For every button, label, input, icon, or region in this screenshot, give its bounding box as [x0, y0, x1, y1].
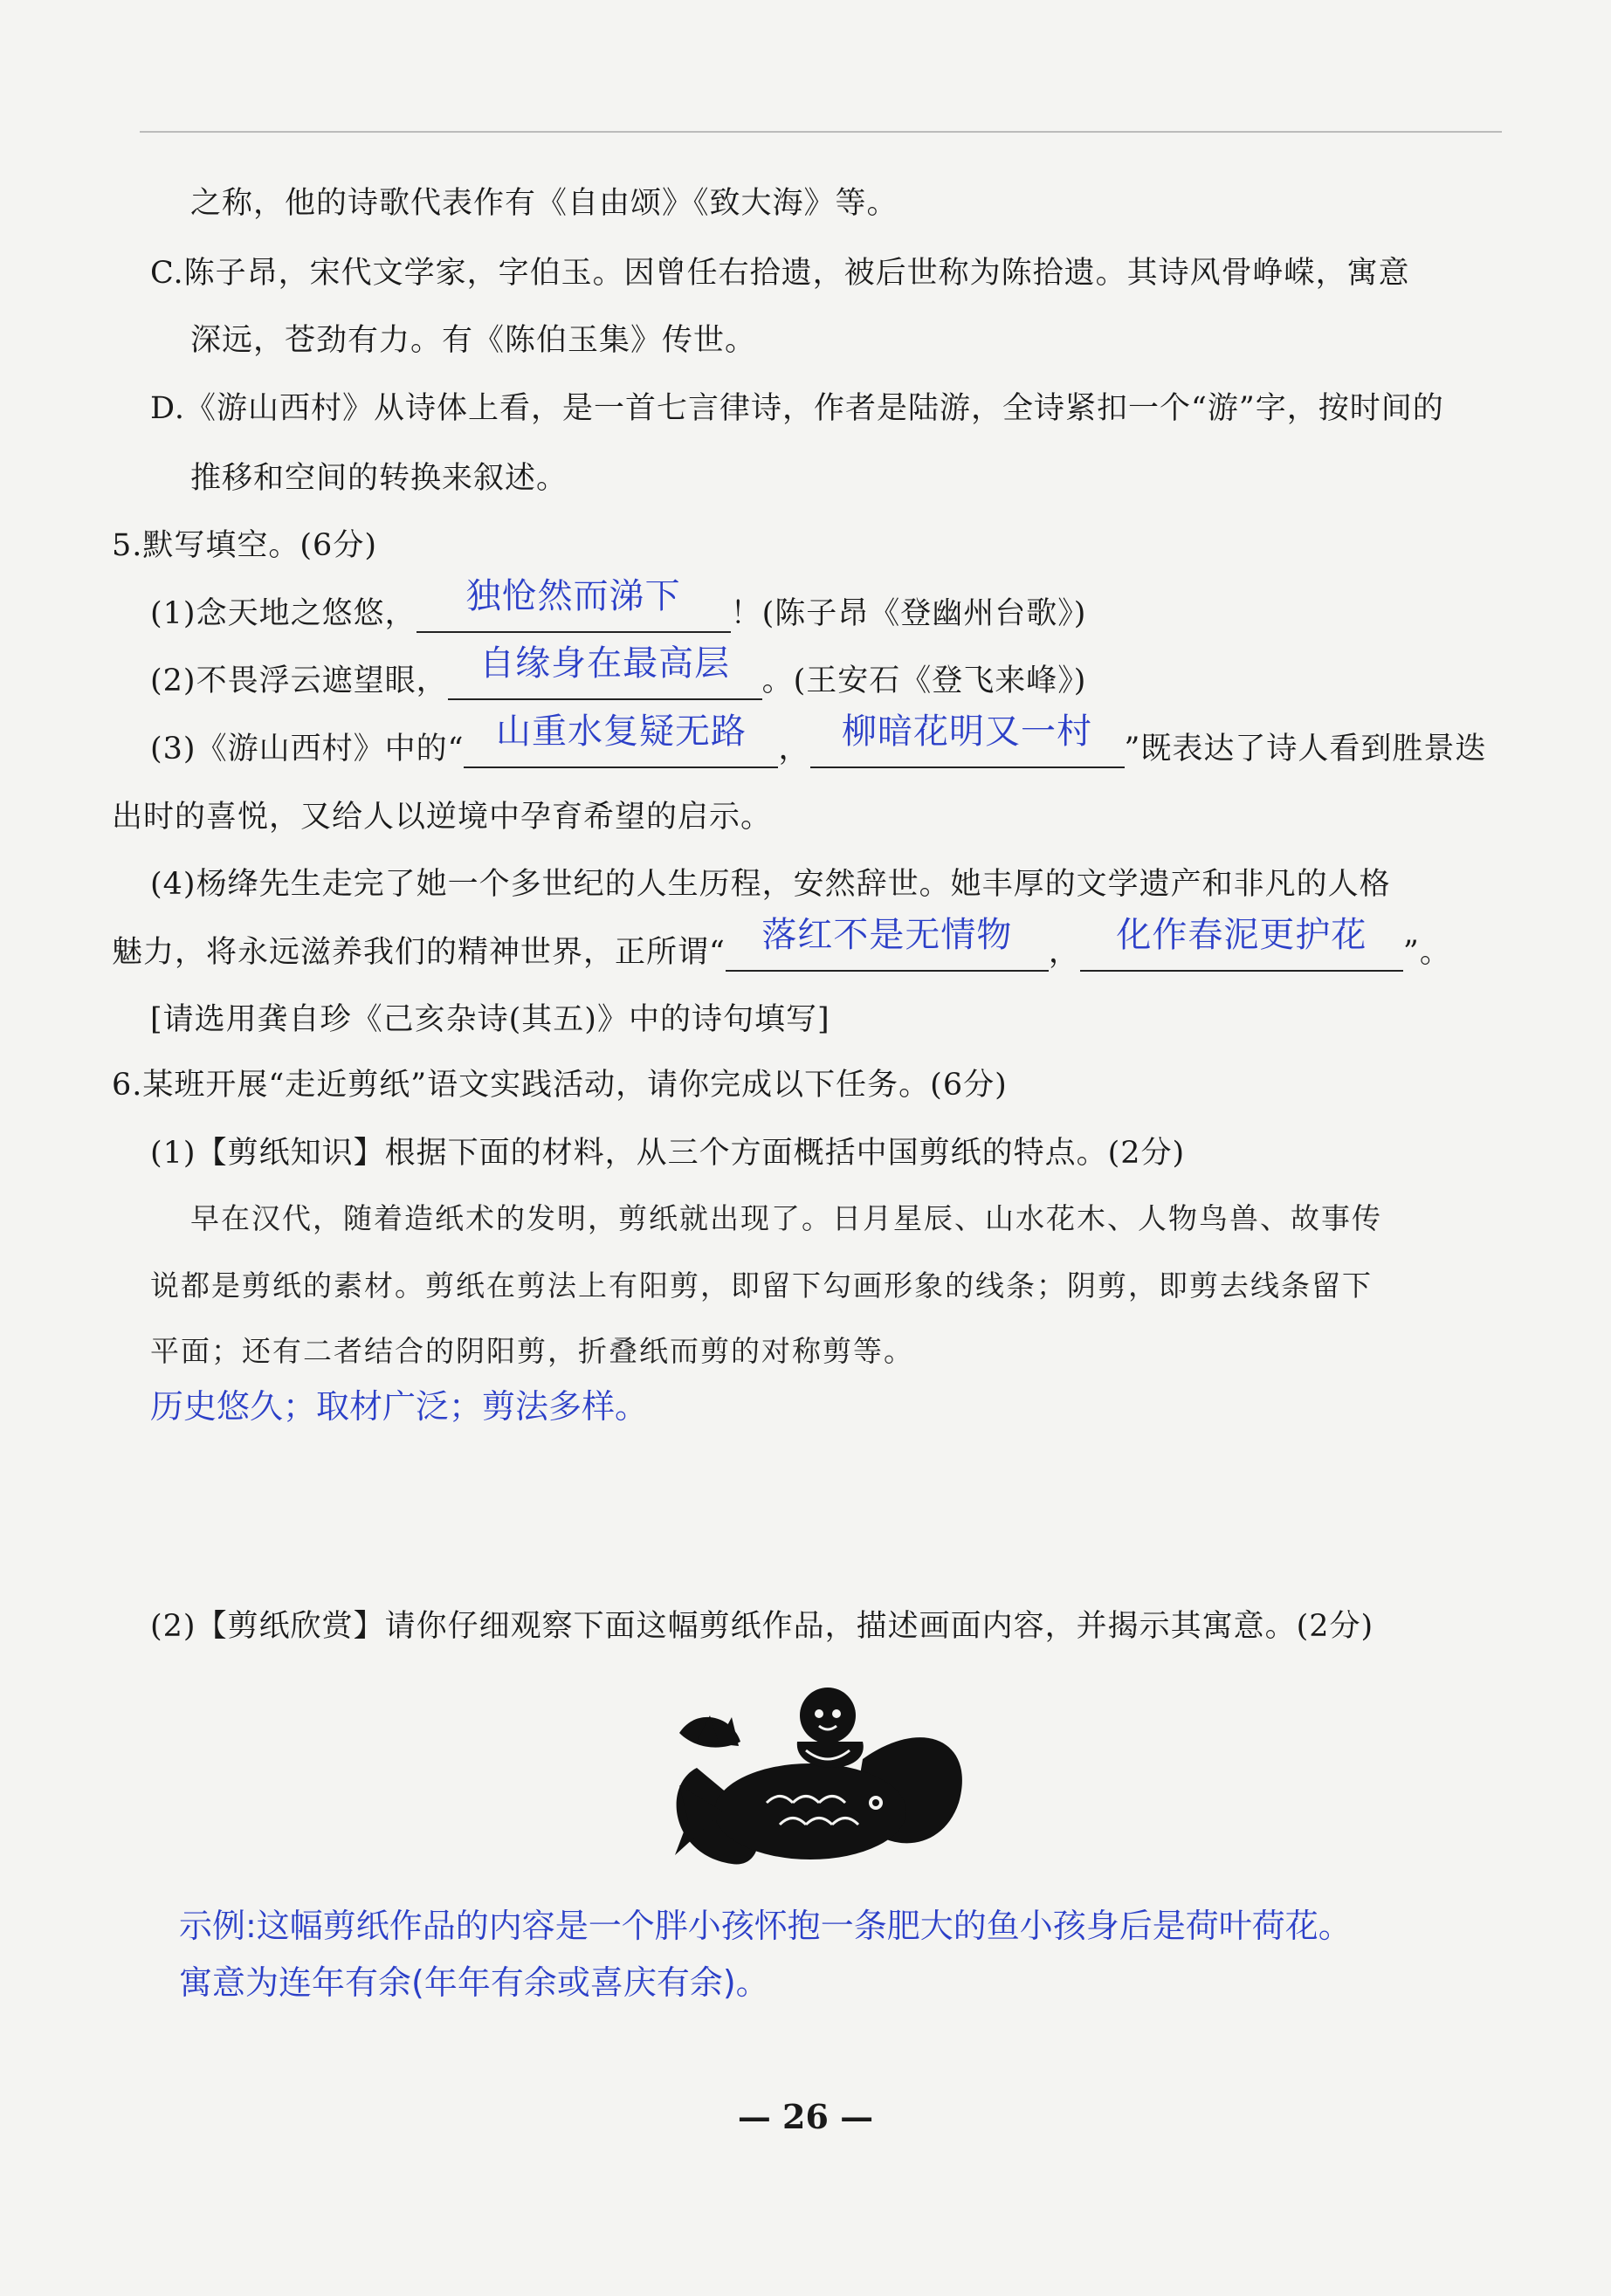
- q5-item4-prompt: 魅力，将永远滋养我们的精神世界，正所谓“: [112, 935, 726, 970]
- q6-part1-prompt: (1)【剪纸知识】根据下面的材料，从三个方面概括中国剪纸的特点。(2分): [150, 1136, 1186, 1171]
- q5-item1-source: ！(陈子昂《登幽州台歌》): [730, 596, 1087, 631]
- papercut-child-fish-image: [662, 1681, 985, 1885]
- q5-item3-prompt: (3)《游山西村》中的“: [150, 732, 465, 766]
- passage-line1: 早在汉代，随着造纸术的发明，剪纸就出现了。日月星辰、山水花木、人物鸟兽、故事传: [190, 1201, 1382, 1235]
- q5-item4-blank-b: [1080, 915, 1403, 972]
- option-c-line2: 深远，苍劲有力。有《陈伯玉集》传世。: [190, 323, 757, 358]
- q5-item2-prompt: (2)不畏浮云遮望眼，: [150, 663, 448, 698]
- option-c-line1: C.陈子昂，宋代文学家，字伯玉。因曾任右拾遗，被后世称为陈拾遗。其诗风骨峥嵘，寓意: [150, 256, 1410, 291]
- option-d-line1: D.《游山西村》从诗体上看，是一首七言律诗，作者是陆游，全诗紧扣一个“游”字，按时间的: [150, 391, 1444, 426]
- text-line: 之称，他的诗歌代表作有《自由颂》《致大海》等。: [190, 186, 898, 221]
- answer-5-3a: 山重水复疑无路: [495, 711, 747, 752]
- passage-line2: 说都是剪纸的素材。剪纸在剪法上有阳剪，即留下勾画形象的线条；阴剪，即剪去线条留下: [150, 1268, 1373, 1303]
- q5-item2-source: 。(王安石《登飞来峰》): [761, 663, 1087, 698]
- answer-5-4b: 化作春泥更护花: [1116, 915, 1367, 955]
- q5-item4-hint: [请选用龚自珍《己亥杂诗(其五)》中的诗句填写]: [150, 1002, 830, 1037]
- answer-6-2-line1: 示例:这幅剪纸作品的内容是一个胖小孩怀抱一条肥大的鱼小孩身后是荷叶荷花。: [179, 1907, 1352, 1945]
- page-number: — 26 —: [737, 2097, 874, 2136]
- q5-item4-close: ”。: [1402, 935, 1451, 970]
- answer-6-2-line2: 寓意为连年有余(年年有余或喜庆有余)。: [179, 1963, 769, 2002]
- question-5-title: 5.默写填空。(6分): [112, 528, 377, 563]
- q5-item3-blank-a: [464, 711, 778, 768]
- answer-5-3b: 柳暗花明又一村: [842, 711, 1092, 752]
- q5-item1-blank: [417, 576, 731, 633]
- q5-item2: [150, 643, 1087, 700]
- answer-5-4a: 落红不是无情物: [761, 915, 1013, 955]
- q5-item3: [150, 711, 1487, 768]
- answer-6-1: 历史悠久；取材广泛；剪法多样。: [150, 1387, 649, 1426]
- q5-item3-comma: ，: [778, 732, 810, 766]
- q5-item2-blank: [448, 643, 762, 700]
- option-d-line2: 推移和空间的转换来叙述。: [190, 461, 568, 496]
- question-6-title: 6.某班开展“走近剪纸”语文实践活动，请你完成以下任务。(6分): [112, 1068, 1008, 1103]
- q5-item3-rest: ”既表达了诗人看到胜景迭: [1124, 732, 1487, 766]
- answer-5-1: 独怆然而涕下: [465, 576, 681, 616]
- q5-item1: [150, 576, 1087, 633]
- q5-item3-line2: 出时的喜悦，又给人以逆境中孕育希望的启示。: [112, 800, 773, 835]
- papercut-illustration: [662, 1681, 985, 1881]
- answer-5-2: 自缘身在最高层: [479, 643, 731, 684]
- q5-item3-blank-b: [810, 711, 1125, 768]
- q5-item4-comma: ，: [1048, 935, 1080, 970]
- q5-item4-line2: [112, 915, 1451, 972]
- header-rule: [140, 131, 1502, 133]
- q5-item4-line1: (4)杨绛先生走完了她一个多世纪的人生历程，安然辞世。她丰厚的文学遗产和非凡的人格: [150, 867, 1391, 902]
- q5-item1-prompt: (1)念天地之悠悠，: [150, 596, 417, 631]
- q6-part2-prompt: (2)【剪纸欣赏】请你仔细观察下面这幅剪纸作品，描述画面内容，并揭示其寓意。(2分): [150, 1609, 1374, 1644]
- q5-item4-blank-a: [726, 915, 1049, 972]
- passage-line3: 平面；还有二者结合的阴阳剪，折叠纸而剪的对称剪等。: [150, 1334, 914, 1368]
